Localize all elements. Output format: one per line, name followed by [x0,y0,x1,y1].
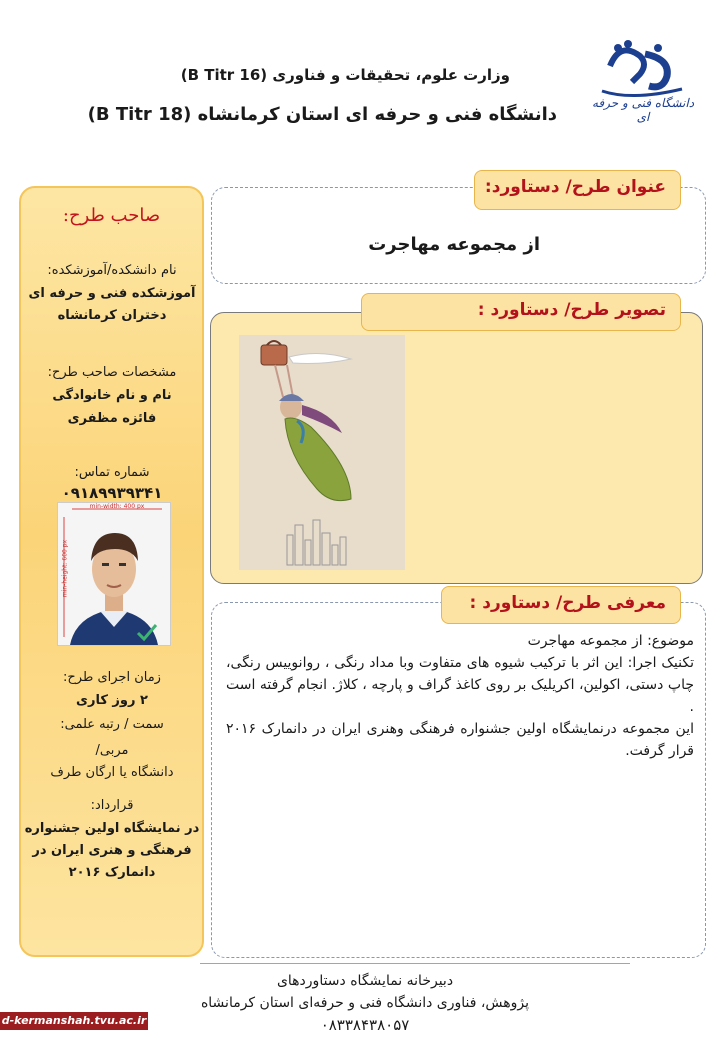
position-value: مربی/ [95,743,129,758]
university-title: دانشگاه فنی و حرفه ای استان کرمانشاه (B Titr 18) [87,104,557,125]
artwork-image [239,335,405,570]
name-value: فائزه مظفری [67,411,157,426]
faculty-label: نام دانشکده/آموزشکده: [47,263,177,278]
footer-phone: ۰۸۳۳۸۴۳۸۰۵۷ [320,1016,410,1034]
duration-label: زمان اجرای طرح: [63,670,161,685]
ministry-title: وزارت علوم، تحقیقات و فناوری (B Titr 16) [180,66,510,84]
footer-line1: دبیرخانه نمایشگاه دستاوردهای [276,973,454,989]
owner-specs-label: مشخصات صاحب طرح: [47,365,177,380]
partner-org: دانشگاه یا ارگان طرف [50,765,174,780]
university-logo [590,36,695,141]
footer-divider [200,963,630,964]
title-tag: عنوان طرح/ دستاورد: [474,170,681,210]
footer-line2: پژوهش، فناوری دانشگاه فنی و حرفه‌ای استان کرمانشاه [200,995,530,1011]
contract-label: قرارداد: [90,798,134,813]
phone-value: ۰۹۱۸۹۹۳۹۳۴۱ [61,484,163,502]
website-url[interactable]: d-kermanshah.tvu.ac.ir [0,1012,148,1030]
logo-text: دانشگاه فنی و حرفه ای [591,96,695,124]
photo-height-note: min-height: 600 px [61,539,69,598]
contract-value: در نمایشگاه اولین جشنواره فرهنگی و هنری ایران در دانمارک ۲۰۱۶ [24,821,200,880]
owner-title: صاحب طرح: [62,205,161,226]
intro-tag: معرفی طرح/ دستاورد : [441,586,681,624]
image-tag: تصویر طرح/ دستاورد : [361,293,681,331]
project-title: از مجموعه مهاجرت [368,234,540,255]
intro-text: موضوع: از مجموعه مهاجرت تکنیک اجرا: این اثر با ترکیب شیوه های متفاوت وبا مداد رنگی ، روانوییس رنگی، چاپ دستی، اکولین، اکریلیک بر روی کاغذ گراف و پارچه ، کلاژ. انجام گرفته است . این مجموعه درنمایشگاه اولین جشنواره فرهنگی وهنری ایران در دانمارک ۲۰۱۶ قرار گرفت. [226,633,694,759]
name-label: نام و نام خانوادگی [52,388,172,403]
owner-photo [57,502,171,646]
duration-value: ۲ روز کاری [76,693,148,708]
phone-label: شماره تماس: [74,465,150,480]
faculty-value: آموزشکده فنی و حرفه ای دختران کرمانشاه [28,286,196,323]
position-label: سمت / رتبه علمی: [60,717,164,732]
photo-width-note: min-width: 400 px [89,503,145,510]
